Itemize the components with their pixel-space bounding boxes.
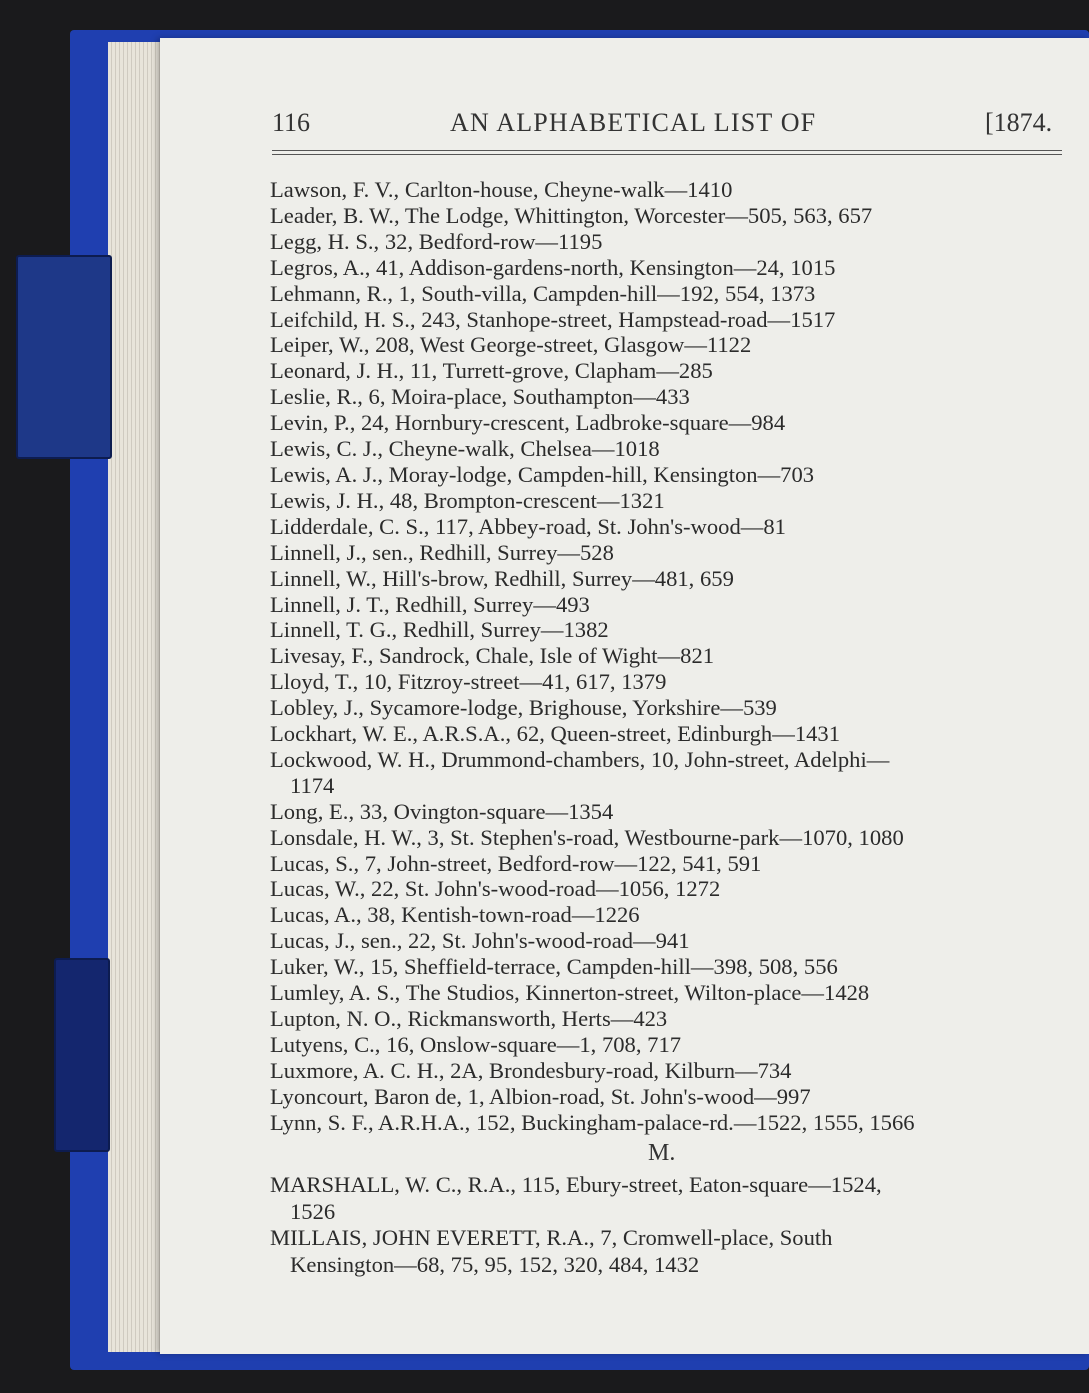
list-item: Lynn, S. F., A.R.H.A., 152, Buckingham-palace-rd.—1522, 1555, 1566 [270, 1109, 915, 1135]
list-item: Lobley, J., Sycamore-lodge, Brighouse, Yorkshire—539 [270, 695, 777, 721]
section-heading-m: M. [648, 1140, 676, 1166]
list-item-continuation: Kensington—68, 75, 95, 152, 320, 484, 1432 [290, 1251, 700, 1277]
list-item: Leonard, J. H., 11, Turrett-grove, Clapham—285 [270, 358, 713, 384]
running-year: [1874. [985, 108, 1053, 137]
list-item: Lawson, F. V., Carlton-house, Cheyne-walk—1410 [270, 177, 733, 202]
list-item: Lewis, A. J., Moray-lodge, Campden-hill, Kensington—703 [270, 461, 815, 487]
list-item: Linnell, J. T., Redhill, Surrey—493 [270, 591, 590, 617]
running-header [272, 108, 1062, 140]
list-item-marshall: MARSHALL, W. C., R.A., 115, Ebury-street, Eaton-square—1524, [270, 1172, 882, 1197]
list-item: Legg, H. S., 32, Bedford-row—1195 [270, 228, 603, 254]
header-rule-2 [272, 154, 1062, 155]
list-item: Lutyens, C., 16, Onslow-square—1, 708, 717 [270, 1031, 682, 1057]
cover-clasp-bottom [54, 958, 110, 1152]
list-item: Levin, P., 24, Hornbury-crescent, Ladbroke-square—984 [270, 410, 786, 436]
entry-list [270, 177, 1070, 1136]
header-rule [272, 150, 1062, 151]
list-item: Leiper, W., 208, West George-street, Glasgow—1122 [270, 332, 752, 358]
cover-clasp-top [16, 255, 112, 459]
list-item: Lonsdale, H. W., 3, St. Stephen's-road, Westbourne-park—1070, 1080 [270, 824, 904, 850]
list-item: Linnell, W., Hill's-brow, Redhill, Surrey—481, 659 [270, 565, 734, 591]
page-edges [108, 42, 168, 1352]
list-item: Leifchild, H. S., 243, Stanhope-street, Hampstead-road—1517 [270, 306, 836, 332]
list-item: Lockhart, W. E., A.R.S.A., 62, Queen-street, Edinburgh—1431 [270, 721, 841, 747]
list-item: Linnell, J., sen., Redhill, Surrey—528 [270, 539, 614, 565]
list-item: Lidderdale, C. S., 117, Abbey-road, St. John's-wood—81 [270, 513, 786, 539]
running-title: AN ALPHABETICAL LIST OF [450, 108, 817, 137]
list-item: Lucas, A., 38, Kentish-town-road—1226 [270, 902, 640, 928]
list-item: Lucas, S., 7, John-street, Bedford-row—122, 541, 591 [270, 850, 762, 876]
list-item: Legros, A., 41, Addison-gardens-north, Kensington—24, 1015 [270, 254, 836, 280]
list-item-lockwood: Lockwood, W. H., Drummond-chambers, 10, John-street, Adelphi— [270, 746, 890, 772]
list-item: Lewis, C. J., Cheyne-walk, Chelsea—1018 [270, 436, 660, 462]
entry-list-m [270, 1172, 1070, 1278]
list-item: Lloyd, T., 10, Fitzroy-street—41, 617, 1379 [270, 669, 667, 695]
list-item: Long, E., 33, Ovington-square—1354 [270, 798, 614, 824]
list-item: Lehmann, R., 1, South-villa, Campden-hill—192, 554, 1373 [270, 280, 816, 306]
list-item-continuation: 1174 [290, 772, 335, 798]
list-item: Lewis, J. H., 48, Brompton-crescent—1321 [270, 487, 665, 513]
list-item: Lucas, W., 22, St. John's-wood-road—1056, 1272 [270, 876, 721, 902]
list-item: Leader, B. W., The Lodge, Whittington, Worcester—505, 563, 657 [270, 202, 873, 228]
list-item: Luker, W., 15, Sheffield-terrace, Campden-hill—398, 508, 556 [270, 954, 838, 980]
list-item: Livesay, F., Sandrock, Chale, Isle of Wight—821 [270, 643, 715, 669]
list-item: Lucas, J., sen., 22, St. John's-wood-road—941 [270, 928, 690, 954]
list-item: Linnell, T. G., Redhill, Surrey—1382 [270, 617, 609, 643]
list-item: Lumley, A. S., The Studios, Kinnerton-street, Wilton-place—1428 [270, 980, 870, 1006]
list-item: Lupton, N. O., Rickmansworth, Herts—423 [270, 1006, 668, 1031]
page-number: 116 [272, 108, 311, 137]
list-item-continuation: 1526 [290, 1198, 336, 1224]
list-item: Leslie, R., 6, Moira-place, Southampton—433 [270, 384, 690, 410]
list-item: Luxmore, A. C. H., 2A, Brondesbury-road, Kilburn—734 [270, 1057, 792, 1083]
list-item-millais: MILLAIS, JOHN EVERETT, R.A., 7, Cromwell-place, South [270, 1225, 833, 1250]
list-item: Lyoncourt, Baron de, 1, Albion-road, St. John's-wood—997 [270, 1083, 811, 1109]
